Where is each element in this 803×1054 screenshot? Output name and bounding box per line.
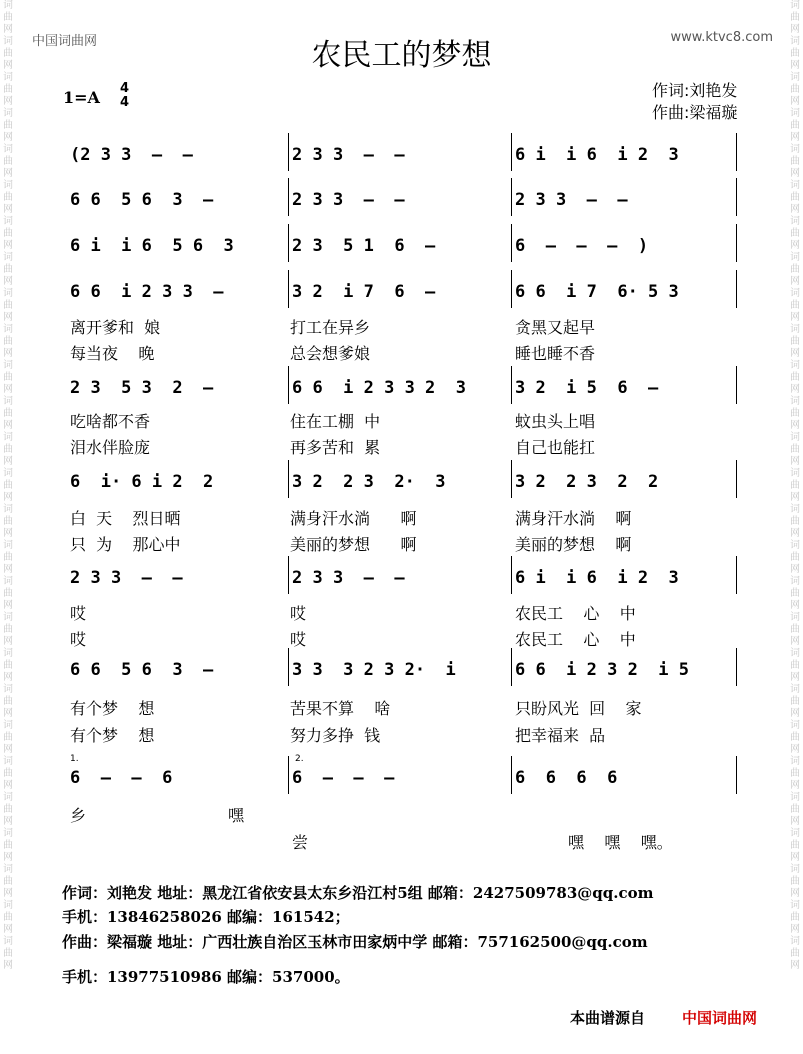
bar-line — [736, 460, 737, 498]
bar-line — [736, 178, 737, 216]
measure: 3 2 2 3 2· 3 — [292, 472, 446, 492]
bar-line — [288, 270, 289, 308]
bar-line — [511, 178, 512, 216]
lyric-text: 只盼风光 回 家 — [515, 699, 642, 718]
measure: 3 2 2 3 2 2 — [515, 472, 659, 492]
bar-line — [288, 556, 289, 594]
lyric-text: 每当夜 晚 — [70, 344, 155, 363]
measure: 2 3 3 – – — [292, 190, 405, 210]
info-composer: 作曲：梁福璇 地址：广西壮族自治区玉林市田家炳中学 邮箱：757162500@qq.com — [62, 933, 648, 951]
bar-line — [736, 366, 737, 404]
measure: 2 3 3 – – — [292, 145, 405, 165]
lyric-text: 满身汗水淌 啊 — [515, 509, 632, 528]
bar-line — [736, 224, 737, 262]
bar-line — [288, 133, 289, 171]
lyric-text: 农民工 心 中 — [515, 604, 636, 623]
lyric-line — [60, 803, 750, 825]
lyric-line — [60, 506, 750, 528]
lyric-text: 吃啥都不香 — [70, 412, 151, 431]
lyric-text: 离开爹和 娘 — [70, 318, 161, 337]
lyric-line — [60, 409, 750, 431]
lyric-text: 哎 — [290, 604, 307, 623]
volta-1: 1. — [70, 754, 79, 764]
bar-line — [736, 556, 737, 594]
lyric-text: 嘿 嘿 嘿。 — [568, 833, 673, 852]
lyric-text: 美丽的梦想 啊 — [290, 535, 417, 554]
bar-line — [511, 460, 512, 498]
measure: 6 6 i 2 3 3 2 3 — [292, 378, 466, 398]
lyric-text: 再多苦和 累 — [290, 438, 381, 457]
bar-line — [511, 756, 512, 794]
bar-line — [288, 648, 289, 686]
measure: 2 3 3 – – — [292, 568, 405, 588]
lyric-line — [60, 341, 750, 363]
measure: 6 i· 6 i 2 2 — [70, 472, 214, 492]
song-title: 农民工的梦想 — [311, 38, 492, 73]
composer: 作曲:梁福璇 — [652, 103, 738, 122]
measure: 6 i i 6 i 2 3 — [515, 568, 679, 588]
lyric-text: 泪水伴脸庞 — [70, 438, 151, 457]
key-signature: 1=A — [63, 88, 100, 107]
lyric-text: 哎 — [290, 630, 307, 649]
lyric-text: 有个梦 想 — [70, 699, 155, 718]
lyric-line — [60, 532, 750, 554]
lyricist: 作词:刘艳发 — [652, 81, 738, 100]
bar-line — [288, 224, 289, 262]
lyric-line — [60, 627, 750, 649]
score-row — [60, 648, 750, 688]
measure: (2 3 3 – – — [70, 145, 193, 165]
bar-line — [511, 648, 512, 686]
lyric-text: 尝 — [292, 833, 309, 852]
score-row — [60, 178, 750, 218]
measure: 6 6 i 7 6· 5 3 — [515, 282, 679, 302]
lyric-text: 美丽的梦想 啊 — [515, 535, 632, 554]
lyric-line — [60, 435, 750, 457]
measure: 2 3 5 1 6 – — [292, 236, 436, 256]
bar-line — [288, 366, 289, 404]
measure: 2 3 3 – – — [515, 190, 628, 210]
time-top: 4 — [120, 81, 130, 96]
site-url: www.ktvc8.com — [670, 30, 773, 45]
measure: 6 6 5 6 3 – — [70, 190, 214, 210]
lyric-text: 苦果不算 啥 — [290, 699, 391, 718]
bar-line — [511, 224, 512, 262]
lyric-line — [60, 723, 750, 745]
bar-line — [511, 366, 512, 404]
measure: 3 2 i 5 6 – — [515, 378, 659, 398]
measure: 6 6 6 6 — [515, 768, 618, 788]
measure: 2 3 3 – – — [70, 568, 183, 588]
score-row — [60, 556, 750, 596]
lyric-text: 把幸福来 品 — [515, 726, 606, 745]
bar-line — [511, 270, 512, 308]
lyric-text: 满身汗水淌 啊 — [290, 509, 417, 528]
score-row — [60, 756, 750, 796]
info-lyricist-phone: 手机：13846258026 邮编：161542； — [62, 908, 350, 926]
bar-line — [736, 133, 737, 171]
lyric-text: 努力多挣 钱 — [290, 726, 381, 745]
measure: 6 – – – ) — [515, 236, 649, 256]
time-bottom: 4 — [120, 95, 130, 110]
bar-line — [736, 756, 737, 794]
side-watermark-left: 词曲网词曲网词曲网词曲网词曲网词曲网词曲网词曲网词曲网词曲网词曲网词曲网词曲网词曲网词曲网词曲网词曲网词曲网词曲网词曲网词曲网词曲网词曲网词曲网词曲网词曲网词曲网 — [3, 0, 13, 971]
score-row — [60, 133, 750, 173]
lyric-text: 总会想爹娘 — [290, 344, 371, 363]
measure: 6 6 5 6 3 – — [70, 660, 214, 680]
lyric-text: 睡也睡不香 — [515, 344, 596, 363]
lyric-text: 有个梦 想 — [70, 726, 155, 745]
bar-line — [288, 756, 289, 794]
lyric-text: 哎 — [70, 630, 87, 649]
measure: 6 – – 6 — [70, 768, 173, 788]
measure: 3 3 3 2 3 2· i — [292, 660, 456, 680]
side-watermark-right: 词曲网词曲网词曲网词曲网词曲网词曲网词曲网词曲网词曲网词曲网词曲网词曲网词曲网词曲网词曲网词曲网词曲网词曲网词曲网词曲网词曲网词曲网词曲网词曲网词曲网词曲网词曲网 — [790, 0, 800, 971]
lyric-line — [60, 696, 750, 718]
lyric-text: 贪黑又起早 — [515, 318, 596, 337]
lyric-text: 嘿 — [228, 806, 245, 825]
lyric-text: 住在工棚 中 — [290, 412, 381, 431]
source-label: 本曲谱源自 — [570, 1009, 646, 1027]
lyric-text: 蚊虫头上唱 — [515, 412, 596, 431]
lyric-text: 打工在异乡 — [290, 318, 371, 337]
volta-2: 2. — [295, 754, 304, 764]
lyric-text: 自己也能扛 — [515, 438, 596, 457]
measure: 6 6 i 2 3 2 i 5 — [515, 660, 689, 680]
bar-line — [511, 556, 512, 594]
lyric-text: 只 为 那心中 — [70, 535, 181, 554]
lyric-text: 哎 — [70, 604, 87, 623]
site-name: 中国词曲网 — [32, 34, 98, 49]
measure: 3 2 i 7 6 – — [292, 282, 436, 302]
bar-line — [288, 460, 289, 498]
info-composer-phone: 手机：13977510986 邮编：537000。 — [62, 968, 350, 986]
lyric-line — [60, 315, 750, 337]
lyric-line — [60, 601, 750, 623]
bar-line — [736, 270, 737, 308]
lyric-text: 白 天 烈日晒 — [70, 509, 181, 528]
lyric-line — [60, 830, 750, 852]
lyric-text: 农民工 心 中 — [515, 630, 636, 649]
score-row — [60, 366, 750, 406]
time-signature — [120, 82, 129, 110]
measure: 6 – – – — [292, 768, 395, 788]
lyric-text: 乡 — [70, 806, 87, 825]
score-row — [60, 270, 750, 310]
info-lyricist: 作词：刘艳发 地址：黑龙江省依安县太东乡沿江村5组 邮箱：2427509783@qq.com — [62, 884, 654, 902]
measure: 6 i i 6 5 6 3 — [70, 236, 234, 256]
measure: 6 i i 6 i 2 3 — [515, 145, 679, 165]
bar-line — [736, 648, 737, 686]
measure: 6 6 i 2 3 3 – — [70, 282, 224, 302]
bar-line — [511, 133, 512, 171]
source-site-link[interactable]: 中国词曲网 — [682, 1009, 758, 1027]
bar-line — [288, 178, 289, 216]
score-row — [60, 224, 750, 264]
measure: 2 3 5 3 2 – — [70, 378, 214, 398]
score-row — [60, 460, 750, 500]
